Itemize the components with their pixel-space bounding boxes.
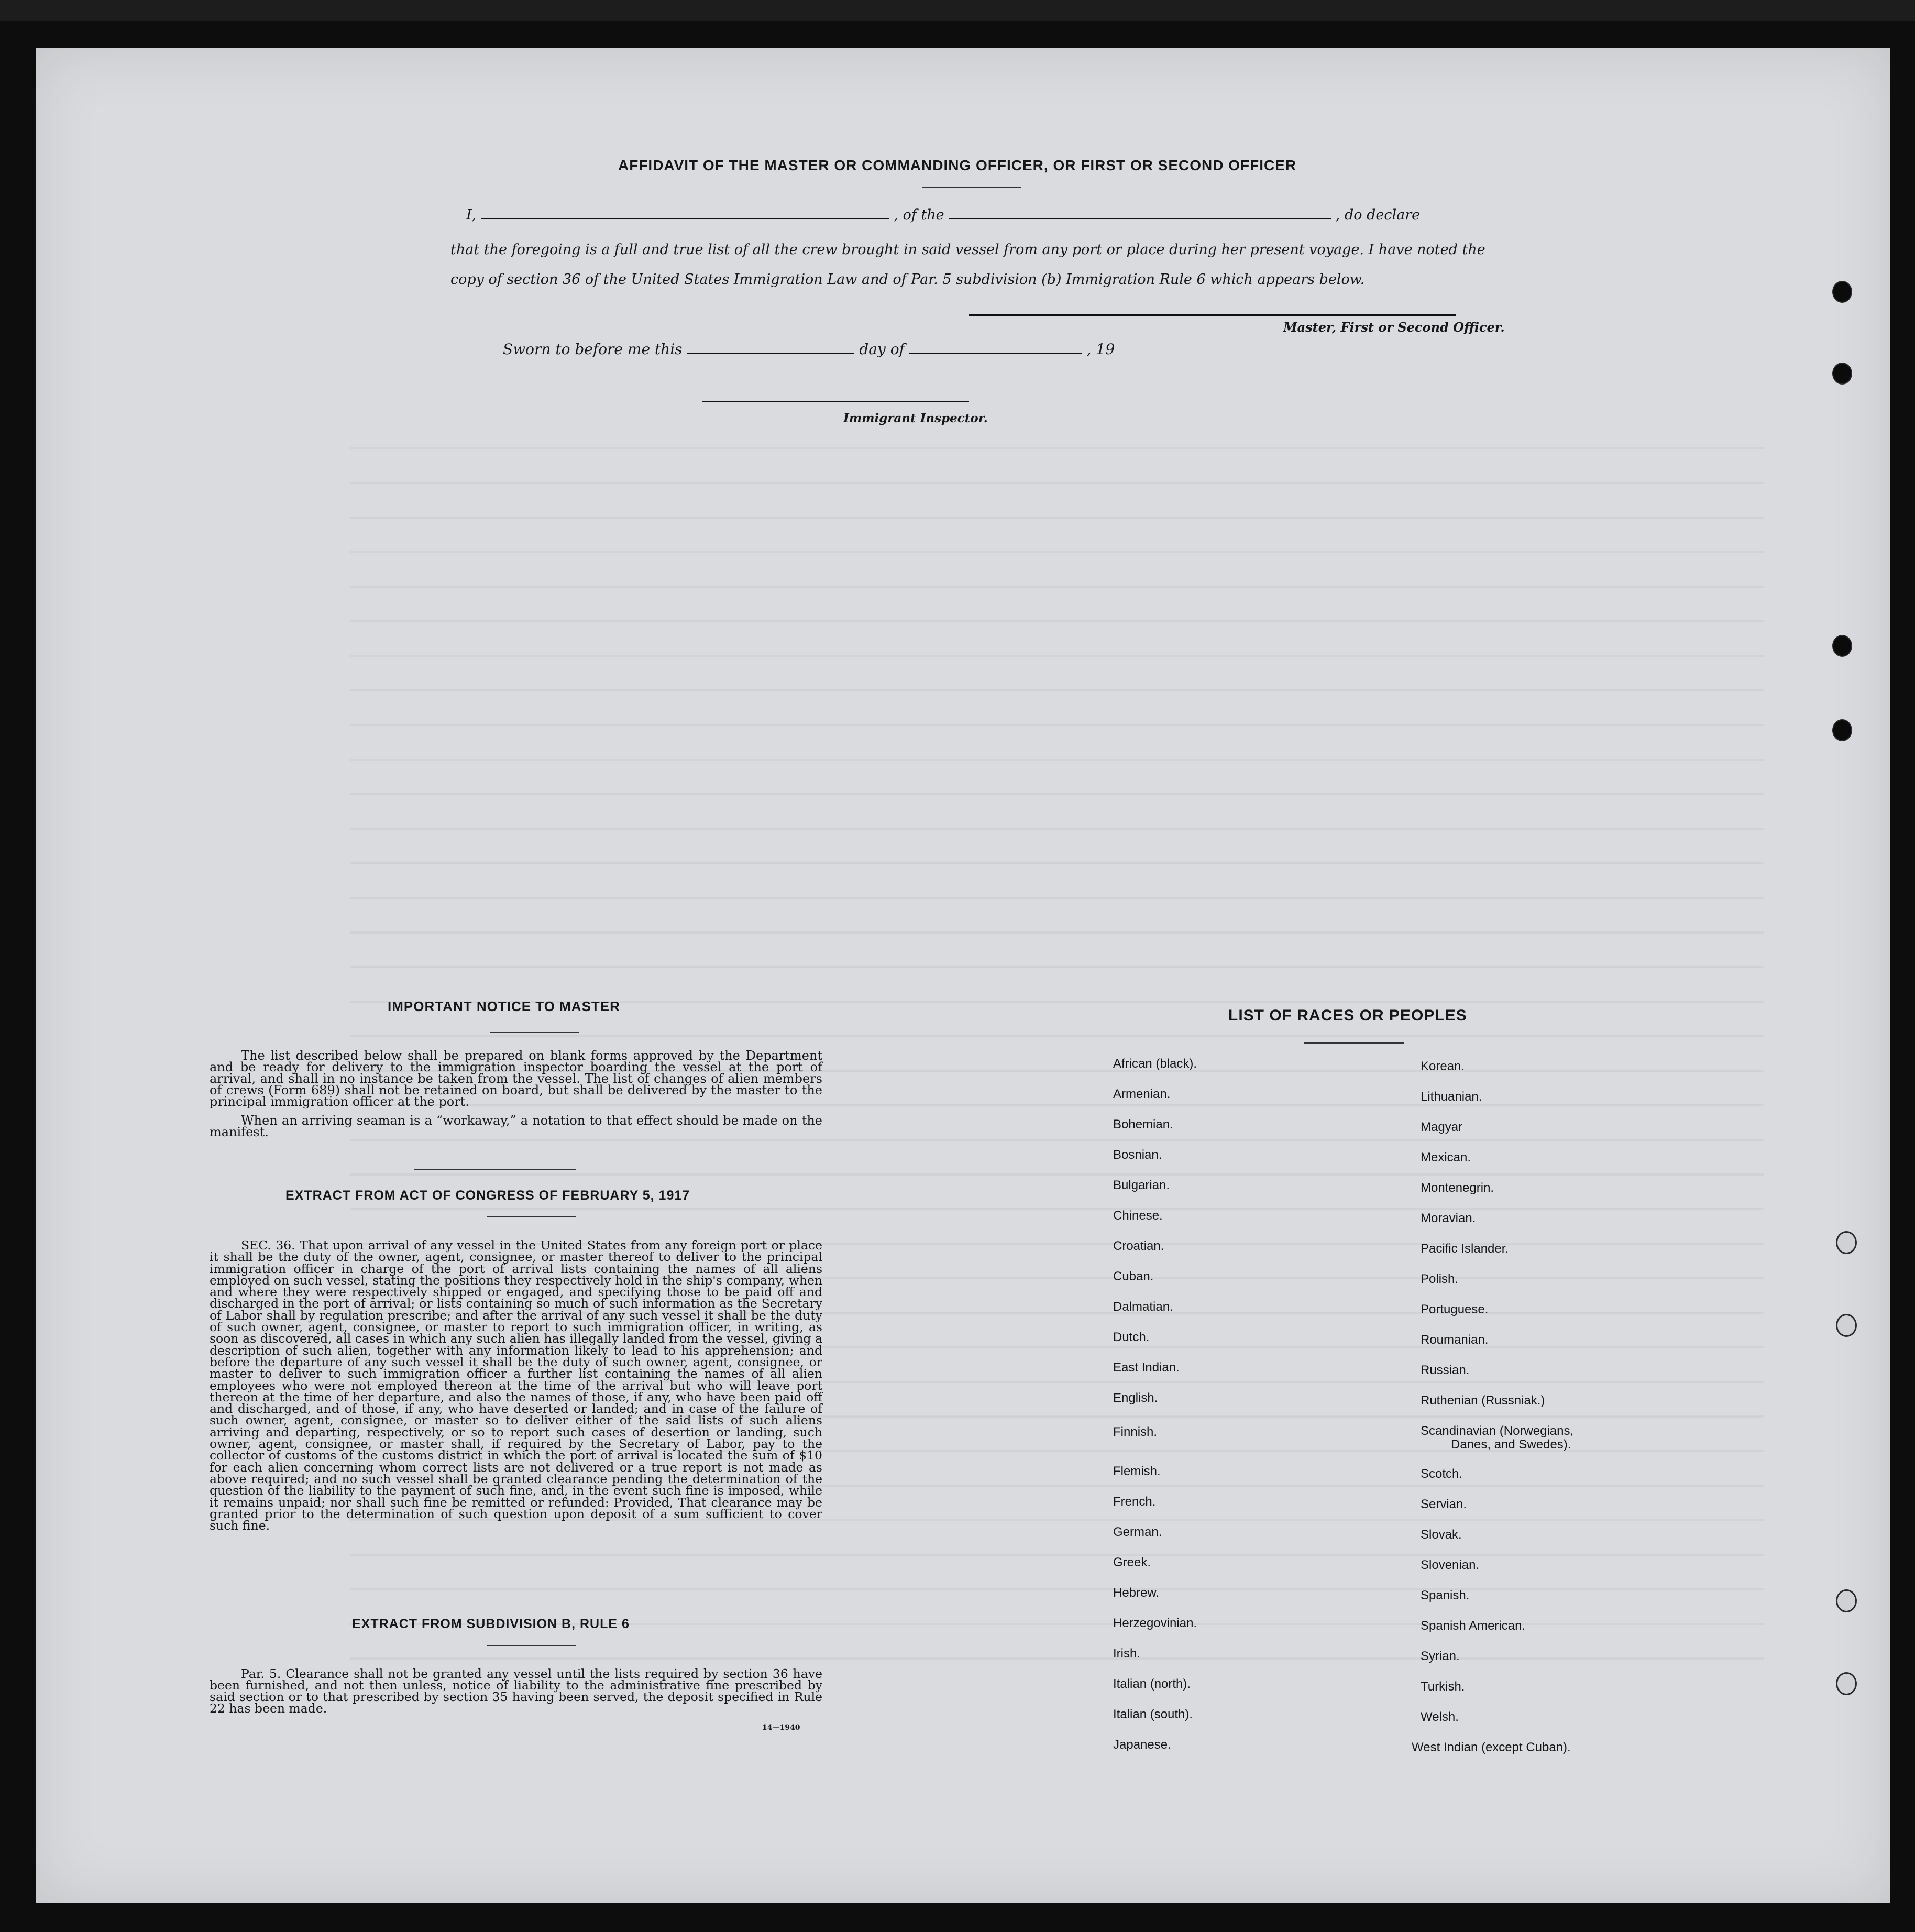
extract-act-divider xyxy=(487,1216,576,1217)
notice-divider xyxy=(490,1032,579,1033)
extract-rule-title: EXTRACT FROM SUBDIVISION B, RULE 6 xyxy=(352,1617,630,1631)
race-item: Polish. xyxy=(1421,1272,1459,1286)
extract-act-body xyxy=(210,1239,822,1531)
extract-rule-body xyxy=(210,1668,822,1714)
race-item: Japanese. xyxy=(1113,1738,1171,1752)
vessel-blank[interactable] xyxy=(949,217,1331,219)
signature-line[interactable] xyxy=(969,314,1456,316)
binder-hole xyxy=(1832,719,1852,741)
race-item: French. xyxy=(1113,1495,1156,1509)
race-item: West Indian (except Cuban). xyxy=(1412,1740,1571,1754)
race-item: Mexican. xyxy=(1421,1150,1471,1165)
race-item: Bosnian. xyxy=(1113,1148,1162,1162)
sworn-date-blank[interactable] xyxy=(687,352,854,354)
races-divider xyxy=(1304,1042,1404,1044)
binder-hole xyxy=(1836,1231,1857,1254)
race-item: Croatian. xyxy=(1113,1239,1164,1253)
race-item: Scotch. xyxy=(1421,1467,1463,1481)
title-divider xyxy=(922,187,1021,188)
race-item: Slovenian. xyxy=(1421,1558,1480,1572)
sworn-month-blank[interactable] xyxy=(909,352,1082,354)
binder-hole xyxy=(1832,635,1852,657)
affidavit-title: AFFIDAVIT OF THE MASTER OR COMMANDING OFFICER, OR FIRST OR SECOND OFFICER xyxy=(618,157,1297,173)
race-item: Russian. xyxy=(1421,1363,1470,1377)
race-item: African (black). xyxy=(1113,1057,1197,1071)
declaration-line xyxy=(466,207,1420,223)
extract-act-title: EXTRACT FROM ACT OF CONGRESS OF FEBRUARY 5, 1917 xyxy=(285,1188,690,1203)
notice-title: IMPORTANT NOTICE TO MASTER xyxy=(388,998,620,1014)
binder-hole xyxy=(1836,1314,1857,1337)
race-item: Greek. xyxy=(1113,1555,1151,1569)
race-item: Irish. xyxy=(1113,1646,1141,1661)
race-item: Lithuanian. xyxy=(1421,1090,1482,1104)
declaration-of: , of the xyxy=(894,207,944,223)
race-item: Ruthenian (Russniak.) xyxy=(1421,1393,1545,1408)
race-item: Flemish. xyxy=(1113,1464,1161,1478)
document-sheet xyxy=(36,48,1890,1903)
race-item: Hebrew. xyxy=(1113,1586,1160,1600)
inspector-signature-line[interactable] xyxy=(702,401,969,402)
sworn-prefix: Sworn to before me this xyxy=(503,341,683,358)
section-divider xyxy=(414,1169,576,1170)
race-item: Syrian. xyxy=(1421,1649,1460,1663)
binder-hole xyxy=(1836,1672,1857,1695)
race-item: English. xyxy=(1113,1391,1158,1405)
race-item: Dalmatian. xyxy=(1113,1300,1173,1314)
race-item: Scandinavian (Norwegians, xyxy=(1421,1424,1574,1438)
race-item: Italian (south). xyxy=(1113,1707,1193,1721)
race-item: Korean. xyxy=(1421,1059,1465,1073)
extract-act-paragraph: SEC. 36. That upon arrival of any vessel in the United States from any foreign port or place it shall be the duty of the owner, agent, consignee, or master thereof to deliver to the principal immigration officer in charge of the port of arrival lists containing the names of all aliens employed on such vessel, stating the positions they respectively hold in the ship's company, when and where they were respectively shipped or engaged, and specifying those to be paid off and discharged in the port of arrival; or lists containing so much of such information as the Secretary of Labor shall by regulation prescribe; and after the arrival of any such vessel it shall be the duty of such owner, agent, consignee, or master to report to such immigration officer, in writing, as soon as discovered, all cases in which any such alien has illegally landed from the vessel, giving a description of such alien, together with any information likely to lead to his apprehension; and before the departure of any such vessel it shall be the duty of such owner, agent, consignee, or master to deliver to such immigration officer a further list containing the names of all alien employees who were not employed thereon at the time of the arrival but who will leave port thereon at the time of her departure, and also the names of those, if any, who have been paid off and discharged, and of those, if any, who have deserted or landed; and in case of the failure of such owner, agent, consignee, or master so to deliver either of the said lists of such aliens arriving and departing, respectively, or so to report such cases of desertion or landing, such owner, agent, consignee, or master shall, if required by the Secretary of Labor, pay to the collector of customs of the customs district in which the port of arrival is located the sum of $10 for each alien concerning whom correct lists are not delivered or a true report is not made as above required; and no such vessel shall be granted clearance pending the determination of the question of the liability to the payment of such fine, and, in the event such fine is imposed, while it remains unpaid; nor shall such fine be remitted or refunded: Provided, That clearance may be granted prior to the determination of such question upon deposit of a sum sufficient to cover such fine. xyxy=(210,1238,822,1533)
notice-body xyxy=(210,1050,822,1145)
race-item: Cuban. xyxy=(1113,1269,1154,1283)
race-item: Portuguese. xyxy=(1421,1302,1489,1316)
notice-paragraph: The list described below shall be prepared on blank forms approved by the Department and be ready for delivery to the immigration inspector boarding the vessel at the port of arrival, and shall in no instance be taken from the vessel. The list of changes of alien members of crews (Form 689) shall not be retained on board, but shall be delivered by the master to the principal immigration officer at the port. xyxy=(210,1048,822,1109)
race-item: East Indian. xyxy=(1113,1360,1180,1375)
binder-hole xyxy=(1832,363,1852,385)
notice-paragraph: When an arriving seaman is a “workaway,” a notation to that effect should be made on the manifest. xyxy=(210,1113,822,1139)
form-number: 14—1940 xyxy=(762,1724,800,1732)
sworn-year: , 19 xyxy=(1086,341,1115,358)
races-title: LIST OF RACES OR PEOPLES xyxy=(1228,1007,1467,1024)
race-item: Pacific Islander. xyxy=(1421,1242,1509,1256)
binder-hole xyxy=(1832,281,1852,303)
race-item: Moravian. xyxy=(1421,1211,1476,1225)
race-item: Roumanian. xyxy=(1421,1333,1489,1347)
race-item: Spanish American. xyxy=(1421,1619,1526,1633)
race-item: Armenian. xyxy=(1113,1087,1171,1101)
signature-caption: Master, First or Second Officer. xyxy=(1283,320,1505,335)
race-item: Dutch. xyxy=(1113,1330,1150,1344)
sworn-line xyxy=(503,341,1115,358)
race-item: Bohemian. xyxy=(1113,1117,1173,1132)
scan-top-edge xyxy=(0,0,1915,21)
race-item: Servian. xyxy=(1421,1497,1467,1511)
race-item: Italian (north). xyxy=(1113,1677,1191,1691)
race-item: Herzegovinian. xyxy=(1113,1616,1197,1630)
race-item: Finnish. xyxy=(1113,1425,1158,1439)
race-item: Spanish. xyxy=(1421,1588,1470,1602)
name-blank[interactable] xyxy=(481,217,889,219)
declaration-lead: I, xyxy=(466,207,477,223)
binder-hole xyxy=(1836,1589,1857,1612)
declaration-text: that the foregoing is a full and true list of all the crew brought in said vessel from any port or place during her present voyage. I have noted the copy of section 36 of the United States Immigration Law and of Par. 5 subdivision (b) Immigration Rule 6 which appears below. xyxy=(450,242,1485,288)
race-item: Magyar xyxy=(1421,1120,1463,1134)
declaration-end: , do declare xyxy=(1335,207,1421,223)
race-item: Turkish. xyxy=(1421,1679,1465,1694)
extract-rule-paragraph: Par. 5. Clearance shall not be granted any vessel until the lists required by section 36 have been furnished, and not then unless, notice of liability to the administrative fine prescribed by said section or to that prescribed by section 35 having been served, the deposit specified in Rule 22 has been made. xyxy=(210,1666,822,1716)
inspector-caption: Immigrant Inspector. xyxy=(843,411,988,425)
race-item: Danes, and Swedes). xyxy=(1451,1437,1571,1452)
race-item: German. xyxy=(1113,1525,1162,1539)
race-item: Slovak. xyxy=(1421,1528,1462,1542)
race-item: Montenegrin. xyxy=(1421,1181,1494,1195)
race-item: Bulgarian. xyxy=(1113,1178,1170,1192)
race-item: Chinese. xyxy=(1113,1209,1163,1223)
race-item: Welsh. xyxy=(1421,1710,1459,1724)
sworn-day: day of xyxy=(859,341,905,358)
extract-rule-divider xyxy=(487,1645,576,1646)
